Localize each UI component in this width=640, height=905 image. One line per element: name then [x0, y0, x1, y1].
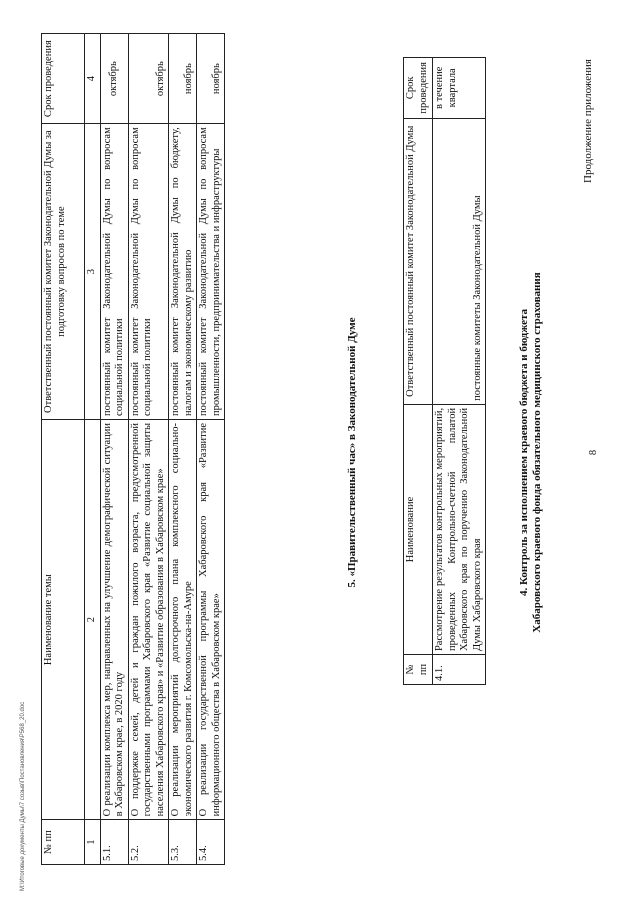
col-responsible-header: Ответственный постоянный комитет Законодательной Думы за подготовку вопросов по теме — [42, 124, 85, 420]
col-number-3: 3 — [85, 124, 101, 420]
row-responsible: постоянные комитеты Законодательной Думы — [433, 118, 486, 404]
section4-title-line1: 4. Контроль за исполнением краевого бюджета и бюджета — [518, 309, 530, 596]
row-term: ноябрь — [197, 34, 225, 124]
row-term: в течение квартала — [433, 58, 486, 119]
row-responsible: постоянный комитет Законодательной Думы по вопросам социальной политики — [128, 124, 169, 420]
row-responsible: постоянный комитет Законодательной Думы по вопросам промышленности, предпринимательства и инфраструктуры — [197, 124, 225, 420]
row-topic: О реализации мероприятий долгосрочного плана комплексного социально-экономического развития г. Комсомольска-на-Амуре — [169, 419, 197, 819]
page-number: 8 — [588, 449, 599, 456]
col-name-header: Наименование — [404, 404, 433, 654]
row-name: Рассмотрение результатов контрольных мероприятий, проведенных Контрольно-счетной палатой Хабаровского края по поручению Законодательной Думы Хабаровского края — [433, 404, 486, 654]
row-responsible: постоянный комитет Законодательной Думы по вопросам социальной политики — [100, 124, 128, 420]
column-number-row — [85, 34, 101, 865]
row-num: 5.3. — [169, 820, 197, 865]
row-topic: О реализации государственной программы Хабаровского края «Развитие информационного общества в Хабаровском крае» — [197, 419, 225, 819]
col-number-2: 2 — [85, 419, 101, 819]
table-row — [433, 58, 486, 685]
section4-title-line2: Хабаровского краевого фонда обязательного медицинского страхования — [531, 272, 543, 633]
col-num-header: № пп — [42, 820, 85, 865]
table-row — [169, 34, 197, 865]
table-row — [197, 34, 225, 865]
file-path-footer: M:\Итоговые документы Думы\7 созыв\Постановления\Р568_20.doc — [20, 701, 26, 891]
row-responsible: постоянный комитет Законодательной Думы по бюджету, налогам и экономическому развитию — [169, 124, 197, 420]
row-topic: О реализации комплекса мер, направленных на улучшение демографической ситуации в Хабаровском крае, в 2020 году — [100, 419, 128, 819]
row-term: ноябрь — [169, 34, 197, 124]
col-topic-header: Наименование темы — [42, 419, 85, 819]
col-number-4: 4 — [85, 34, 101, 124]
row-num: 5.2. — [128, 820, 169, 865]
row-topic: О поддержке семей, детей и граждан пожилого возраста, предусмотренной государственными программами Хабаровского края «Развитие социальной защиты населения Хабаровского края» и «Развитие образования в Хабаровском крае» — [128, 419, 169, 819]
section5-header-row — [42, 34, 85, 865]
row-num: 4.1. — [433, 655, 486, 685]
col-num-header: № пп — [404, 655, 433, 685]
row-num: 5.1. — [100, 820, 128, 865]
table-row — [100, 34, 128, 865]
section5-title: 5. «Правительственный час» в Законодательной Думе — [346, 317, 358, 588]
col-responsible-header: Ответственный постоянный комитет Законодательной Думы — [404, 118, 433, 404]
section4-title — [518, 100, 544, 805]
col-number-1: 1 — [85, 820, 101, 865]
section5-table — [41, 33, 225, 865]
section4-table — [403, 57, 486, 685]
row-term: октябрь — [100, 34, 128, 124]
continuation-label: Продолжение приложения — [582, 59, 594, 183]
table-row — [128, 34, 169, 865]
row-num: 5.4. — [197, 820, 225, 865]
col-term-header: Срок проведения — [42, 34, 85, 124]
col-term-header: Срок проведения — [404, 58, 433, 119]
row-term: октябрь — [128, 34, 169, 124]
section4-header-row — [404, 58, 433, 685]
